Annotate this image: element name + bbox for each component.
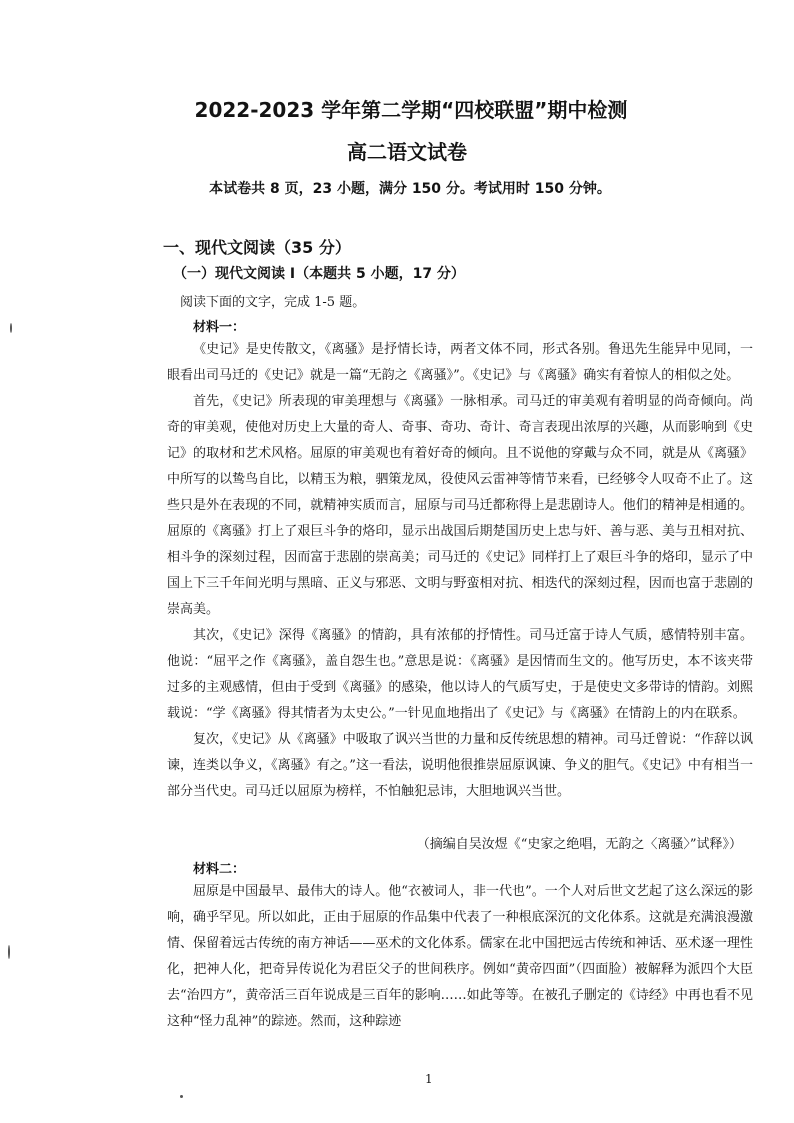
exam-subject: 高二语文试卷	[347, 140, 467, 164]
material1-source: （摘编自吴汝煜《“史家之绝唱，无韵之〈离骚〉”试释》）	[416, 837, 742, 852]
material2-label: 材料二：	[193, 862, 246, 877]
material1-paragraph: 《史记》是史传散文，《离骚》是抒情长诗，两者文体不同，形式各别。鲁迅先生能异中见同，一眼看出司马迁的《史记》就是一篇“无韵之《离骚》”。《史记》与《离骚》确实有着惊人的相似之处。	[167, 342, 753, 383]
material1-paragraph: 复次，《史记》从《离骚》中吸取了讽兴当世的力量和反传统思想的精神。司马迁曾说：“作辞以讽谏，连类以争义，《离骚》有之。”这一看法，说明他很推崇屈原讽谏、争义的胆气。《史记》中有相当一部分当代史。司马迁以屈原为榜样，不怕触犯忌讳，大胆地讽兴当世。	[167, 732, 753, 799]
exam-info: 本试卷共 8 页，23 小题，满分 150 分。考试用时 150 分钟。	[209, 181, 611, 197]
subsection-heading: （一）现代文阅读 I（本题共 5 小题，17 分）	[173, 266, 465, 282]
scan-mark	[10, 323, 12, 333]
material1-paragraph: 其次，《史记》深得《离骚》的情韵，具有浓郁的抒情性。司马迁富于诗人气质，感情特别丰富。他说：“屈平之作《离骚》，盖自怨生也。”意思是说：《离骚》是因情而生文的。他写历史，本不该夹带过多的主观感情，但由于受到《离骚》的感染，他以诗人的气质写史，于是使史文多带诗的情韵。刘熙载说：“学《离骚》得其情者为太史公。”一针见血地指出了《史记》与《离骚》在情韵上的内在联系。	[167, 628, 753, 721]
material1-label: 材料一：	[193, 320, 246, 335]
material2-body	[167, 879, 753, 1035]
material2-paragraph: 屈原是中国最早、最伟大的诗人。他“衣被词人，非一代也”。一个人对后世文艺起了这么深远的影响，确乎罕见。所以如此，正由于屈原的作品集中代表了一种根底深沉的文化体系。这就是充满浪漫激情、保留着远古传统的南方神话——巫术的文化体系。儒家在北中国把远古传统和神话、巫术逐一理性化，把神人化，把奇异传说化为君臣父子的世间秩序。例如“黄帝四面”（四面脸）被解释为派四个大臣去“治四方”，黄帝活三百年说成是三百年的影响……如此等等。在被孔子删定的《诗经》中再也看不见这种“怪力乱神”的踪迹。然而，这种踪迹	[167, 884, 753, 1029]
material1-paragraph: 首先，《史记》所表现的审美理想与《离骚》一脉相承。司马迁的审美观有着明显的尚奇倾向。尚奇的审美观，使他对历史上大量的奇人、奇事、奇功、奇计、奇言表现出浓厚的兴趣，从而影响到《史记》的取材和艺术风格。屈原的审美观也有着好奇的倾向。且不说他的穿戴与众不同，就是从《离骚》中所写的以鸷鸟自比，以精玉为粮，驷策龙凤，役使风云雷神等情节来看，已经够令人叹奇不止了。这些只是外在表现的不同，就精神实质而言，屈原与司马迁都称得上是悲剧诗人。他们的精神是相通的。屈原的《离骚》打上了艰巨斗争的烙印，显示出战国后期楚国历史上忠与奸、善与恶、美与丑相对抗、相斗争的深刻过程，因而富于悲剧的崇高美；司马迁的《史记》同样打上了艰巨斗争的烙印，显示了中国上下三千年间光明与黑暗、正义与邪恶、文明与野蛮相对抗、相迭代的深刻过程，因而也富于悲剧的崇高美。	[167, 394, 753, 617]
exam-title: 2022-2023 学年第二学期“四校联盟”期中检测	[194, 98, 628, 122]
page-number: 1	[425, 1072, 433, 1086]
scan-mark	[8, 945, 10, 959]
reading-instruction: 阅读下面的文字，完成 1-5 题。	[180, 295, 366, 310]
scan-mark	[180, 1095, 183, 1098]
section-heading: 一、现代文阅读（35 分）	[163, 238, 351, 257]
material1-body	[167, 337, 753, 805]
